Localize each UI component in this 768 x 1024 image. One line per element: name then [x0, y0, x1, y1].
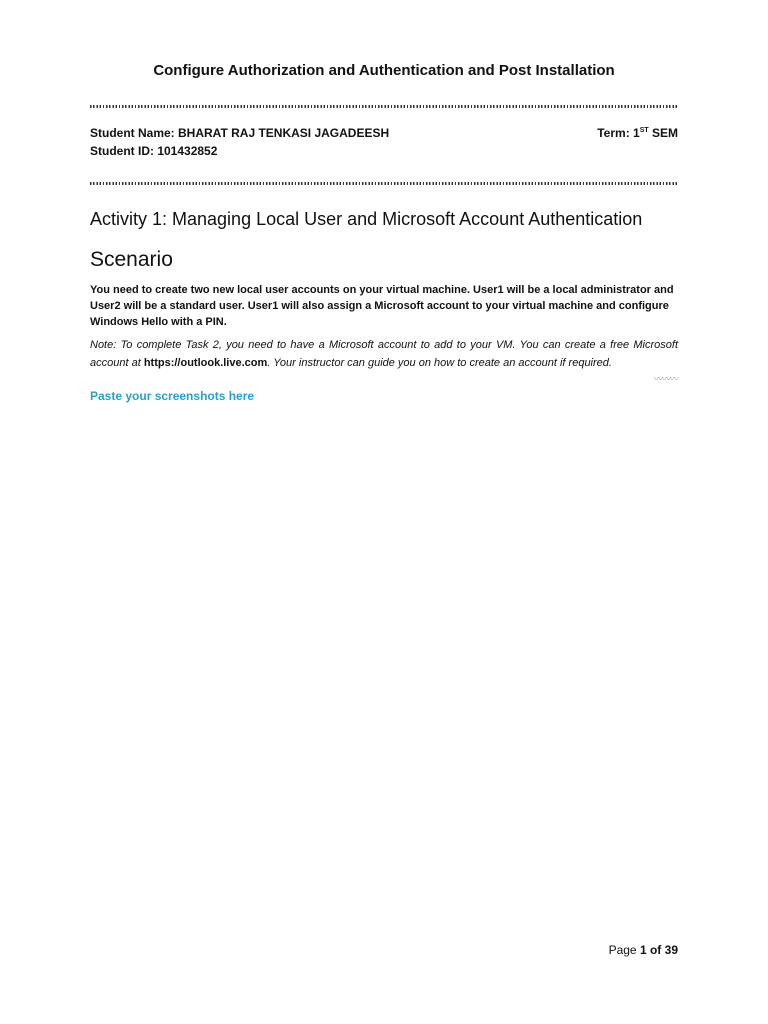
scenario-heading: Scenario: [90, 248, 173, 271]
term-superscript: ST: [639, 127, 649, 134]
term-prefix: Term: 1: [597, 126, 640, 140]
term-suffix: SEM: [648, 126, 678, 140]
page-total: 39: [664, 943, 678, 957]
divider-top: [90, 105, 678, 108]
document-title: Configure Authorization and Authentication and Post Installation: [153, 62, 615, 79]
paste-screenshots-prompt[interactable]: Paste your screenshots here: [90, 389, 255, 403]
note-text-start: Note: To complete Task 2, you need to have a Microsoft account to add to your VM. You can create a free Microsoft account at: [90, 339, 678, 369]
outlook-link[interactable]: https://outlook.live.com: [143, 357, 268, 369]
spellcheck-squiggle-marker: 〰〰〰: [653, 374, 678, 384]
page-of: of: [649, 943, 662, 957]
page-label: Page: [608, 943, 637, 957]
scenario-body: You need to create two new local user accounts on your virtual machine. User1 will be a local administrator and User2 will be a standard user. User1 will also assign a Microsoft account to your virtual machine and configure Windows Hello with a PIN.: [90, 284, 674, 328]
page-current: 1: [639, 943, 647, 957]
note-text-end: . Your instructor can guide you on how to create an account if required.: [267, 357, 612, 369]
divider-bottom: [90, 182, 678, 185]
note-paragraph: [90, 336, 678, 372]
student-id: Student ID: 101432852: [90, 144, 218, 158]
page-number: [609, 943, 678, 957]
activity-heading: Activity 1: Managing Local User and Microsoft Account Authentication: [90, 209, 643, 229]
term: [597, 126, 678, 140]
student-name: Student Name: BHARAT RAJ TENKASI JAGADEESH: [90, 126, 390, 140]
